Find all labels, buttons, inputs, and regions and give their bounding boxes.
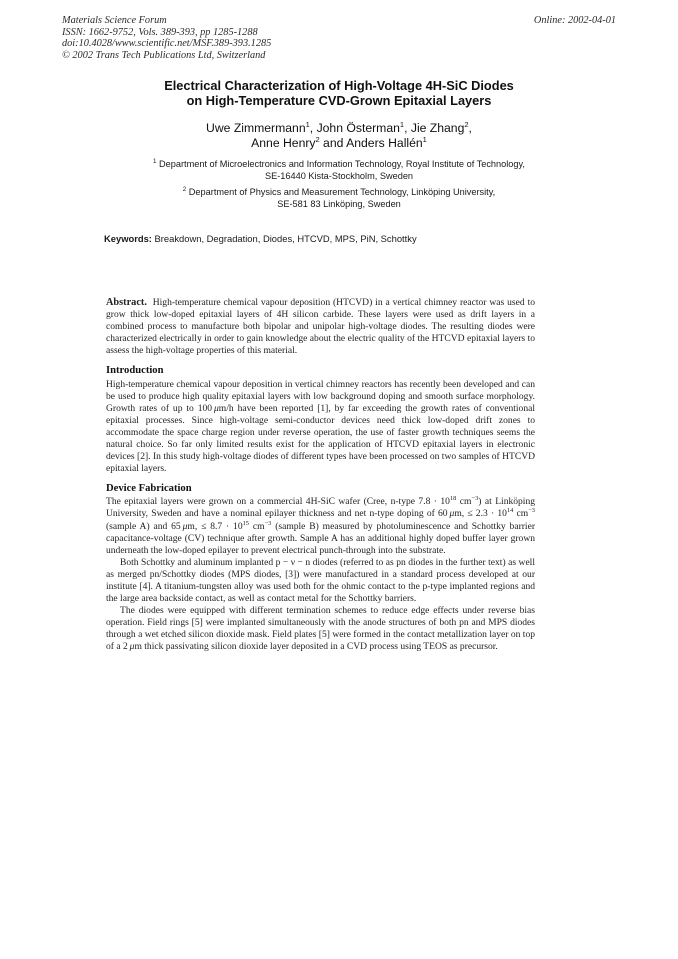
- mu-symbol: μ: [214, 402, 219, 414]
- paper-body: [106, 297, 535, 653]
- exponent: −3: [264, 519, 272, 527]
- author-separator: ,: [404, 121, 411, 135]
- author-line-1: [60, 121, 618, 136]
- affiliation-text: Department of Physics and Measurement Technology, Linköping University,: [188, 187, 496, 197]
- text-run: m, ≤ 8.7 · 10: [187, 520, 243, 532]
- text-run: m thick passivating silicon dioxide layer deposited in a CVD process using TEOS as precursor.: [134, 640, 498, 652]
- author-affiliation-mark: 2: [315, 135, 320, 144]
- affiliation-text: Department of Microelectronics and Information Technology, Royal Institute of Technology,: [159, 159, 525, 169]
- fabrication-heading: Device Fabrication: [106, 483, 192, 495]
- journal-header: [62, 15, 271, 61]
- affiliation-2: [60, 186, 618, 211]
- affiliation-line: SE-581 83 Linköping, Sweden: [277, 199, 401, 210]
- text-run: m/h have been reported [1], by far exceeding the growth rates of conventional epitaxial processes. Since high-voltage semi-conductor devices need thick low-doped drift zones to accommodate the space charge region under reverse operation, the use of faster growth techniques seems the natural choice. So far only limited results exist for the application of HTCVD epitaxial layers in electronic devices [2]. In this study high-voltage diodes of different types have been processed on two samples of HTCVD epitaxial layers.: [106, 402, 535, 474]
- author-affiliation-mark: 2: [464, 120, 469, 129]
- affiliation-mark: 2: [182, 186, 187, 193]
- copyright-line: © 2002 Trans Tech Publications Ltd, Switzerland: [62, 49, 266, 61]
- fabrication-paragraph-3: [106, 605, 535, 653]
- text-run: (sample A) and 65: [106, 520, 181, 532]
- affiliation-line: [60, 158, 618, 170]
- mu-symbol: μ: [129, 640, 135, 652]
- mu-symbol: μ: [182, 520, 188, 532]
- text-run: The diodes were equipped with different termination schemes to reduce edge effects under reverse bias operation. Field rings [5] were implanted simultaneously with the anode structures of both pn and MPS diodes through a wet etched silicon dioxide mask. Field plates [5] were formed in the contact metallization layer on top of a 2: [106, 604, 535, 652]
- author-separator: ,: [309, 121, 317, 135]
- text-run: m, ≤ 2.3 · 10: [454, 508, 507, 520]
- author-line-2: [60, 136, 618, 151]
- author-affiliation-mark: 1: [422, 135, 427, 144]
- keywords: [104, 233, 417, 245]
- affiliation-line: [60, 186, 618, 198]
- title-line-2: on High-Temperature CVD-Grown Epitaxial Layers: [186, 93, 492, 108]
- author-affiliation-mark: 1: [399, 120, 405, 129]
- text-run: cm: [513, 508, 529, 520]
- text-run: ) at Linköping University, Sweden and have a nominal epilayer thickness and net n-type doping of 60: [106, 496, 536, 520]
- exponent: −3: [528, 507, 535, 515]
- affiliation-1: [60, 158, 618, 183]
- exponent: 18: [449, 495, 457, 503]
- affiliation-mark: 1: [152, 158, 157, 165]
- exponent: 15: [242, 519, 249, 527]
- author-list: [60, 121, 618, 151]
- author-separator: and: [319, 136, 347, 150]
- mu-symbol: μ: [449, 508, 455, 520]
- author-name: Uwe Zimmermann: [206, 121, 306, 135]
- text-run: The epitaxial layers were grown on a commercial 4H-SiC wafer (Cree, n-type 7.8 · 10: [106, 496, 450, 508]
- exponent: 14: [506, 507, 514, 515]
- author-affiliation-mark: 1: [305, 120, 310, 129]
- fabrication-paragraph-1: [106, 496, 535, 556]
- text-run: cm: [456, 496, 472, 508]
- author-name: Anne Henry: [251, 136, 316, 150]
- author-separator: ,: [468, 121, 472, 135]
- fabrication-paragraph-2: Both Schottky and aluminum implanted p − ν − n diodes (referred to as pn diodes in the further text) as well as merged pn/Schottky diodes (MPS diodes, [3]) were manufactured in a standard process developed at our institute [4]. A titanium-tungsten alloy was used both for the ohmic contact to the p-type implanted regions and the large area backside contact, as well as contact metal for the Schottky barriers.: [106, 556, 535, 604]
- introduction-heading: Introduction: [106, 365, 164, 377]
- exponent: −3: [471, 495, 479, 503]
- online-date: Online: 2002-04-01: [533, 15, 616, 26]
- title-line-1: Electrical Characterization of High-Voltage 4H-SiC Diodes: [164, 78, 514, 93]
- keywords-label: Keywords:: [104, 233, 152, 244]
- author-name: Anders Hallén: [346, 136, 423, 150]
- issn-line: ISSN: 1662-9752, Vols. 389-393, pp 1285-1288: [62, 26, 258, 38]
- abstract: [106, 297, 535, 357]
- abstract-text: High-temperature chemical vapour deposition (HTCVD) in a vertical chimney reactor was used to grow thick low-doped epitaxial layers of 4H silicon carbide. These layers were used as drift layers in a combined process to manufacture both bipolar and unipolar high-voltage diodes. The resulting diodes were characterized electrically in order to gain knowledge about the electric quality of the HTCVD epitaxial layers to assess the high-voltage properties of this material.: [106, 297, 535, 357]
- text-run: cm: [248, 520, 265, 532]
- doi-line[interactable]: doi:10.4028/www.scientific.net/MSF.389-393.1285: [62, 38, 272, 50]
- abstract-label: Abstract.: [106, 297, 147, 308]
- journal-name: Materials Science Forum: [62, 15, 167, 26]
- keywords-text: Breakdown, Degradation, Diodes, HTCVD, MPS, PiN, Schottky: [154, 233, 417, 244]
- author-name: Jie Zhang: [410, 121, 465, 135]
- affiliation-line: SE-16440 Kista-Stockholm, Sweden: [264, 171, 414, 182]
- text-run: High-temperature chemical vapour deposition in vertical chimney reactors has recently been developed and can be used to produce high quality epitaxial layers with low background doping and smooth surface morphology. Growth rates of up to 100: [106, 378, 535, 414]
- introduction-paragraph: [106, 379, 535, 475]
- paper-title: [60, 78, 618, 108]
- author-name: John Österman: [316, 121, 400, 135]
- text-run: (sample B) measured by photoluminescence and Schottky barrier capacitance-voltage (CV) technique after growth. Sample A has an additional highly doped buffer layer grown underneath the low-doped epilayer to prevent electrical punch-through into the substrate.: [106, 520, 535, 556]
